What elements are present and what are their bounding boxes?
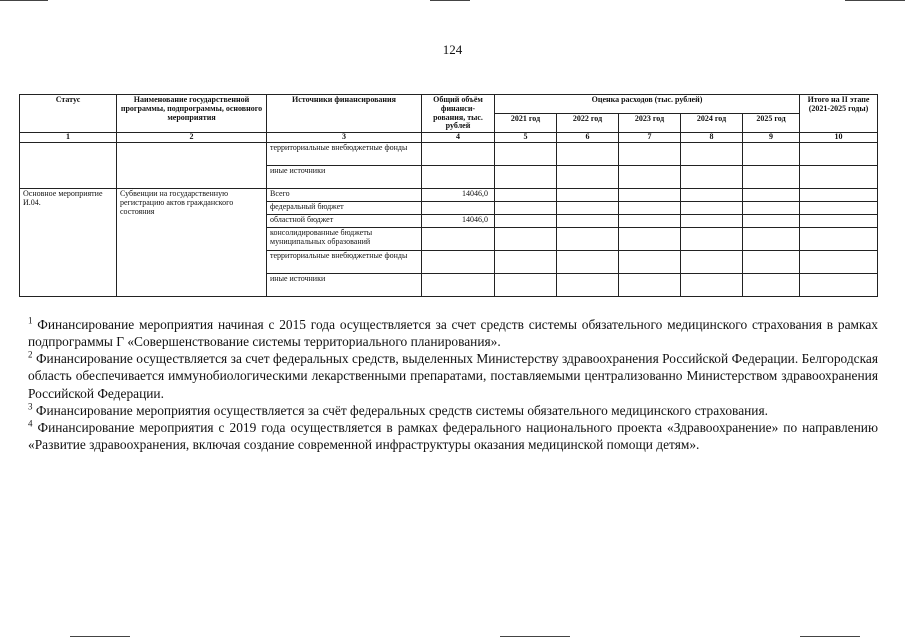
total-cell [422, 142, 495, 165]
source-cell: Всего [267, 188, 422, 201]
header-row [20, 95, 878, 114]
total-cell [422, 227, 495, 250]
footnote-mark: 3 [28, 401, 33, 412]
column-number: 2 [117, 133, 267, 143]
footnote [28, 419, 878, 453]
column-number: 4 [422, 133, 495, 143]
footnote-text: Финансирование мероприятия начиная с 2015 года осуществляется за счет средств системы обязательного медицинского страхования в рамках подпрограммы Г «Совершенствование системы территориального планирования». [28, 317, 878, 350]
source-cell: иные источники [267, 165, 422, 188]
scan-edge-line [430, 0, 470, 1]
total-cell: 14046,0 [422, 188, 495, 201]
name-cell-empty [117, 142, 267, 188]
header-year: 2025 год [743, 114, 800, 133]
footnote-text: Финансирование мероприятия с 2019 года осуществляется в рамках федерального национального проекта «Здравоохранение» по направлению «Развитие здравоохранения, включая создание современной инфраструктуры оказания медицинской помощи детям». [28, 419, 878, 453]
page-number: 124 [442, 42, 463, 57]
footnote-mark: 4 [28, 418, 33, 429]
source-cell: консолидированные бюджеты муниципальных образований [267, 227, 422, 250]
total-cell [422, 273, 495, 296]
header-year: 2023 год [619, 114, 681, 133]
measure-name: Субвенции на государственную регистрацию актов гражданского состояния [117, 188, 267, 296]
total-cell [422, 201, 495, 214]
column-number: 5 [495, 133, 557, 143]
scan-edge-line [500, 636, 570, 637]
column-number: 8 [681, 133, 743, 143]
source-cell: федеральный бюджет [267, 201, 422, 214]
total-cell [422, 250, 495, 273]
table-row [20, 142, 878, 165]
scan-edge-line [70, 636, 130, 637]
footnote [28, 402, 878, 419]
source-cell: областной бюджет [267, 214, 422, 227]
footnote [28, 316, 878, 350]
header-name: Наименование государственной программы, подпрограммы, основного мероприятия [117, 95, 267, 133]
status-cell-empty [20, 142, 117, 188]
source-cell: иные источники [267, 273, 422, 296]
measure-status: Основное мероприятие И.04. [20, 188, 117, 296]
scan-edge-line [800, 636, 860, 637]
column-number: 3 [267, 133, 422, 143]
footnote-text: Финансирование осуществляется за счет федеральных средств, выделенных Министерству здравоохранения Российской Федерации. Белгородская область обеспечивается иммунобиологическими лекарственными препаратами, поставляемыми централизованно Министерством здравоохранения Российской Федерации. [28, 351, 878, 401]
table-row [20, 188, 878, 201]
scan-edge-line [0, 0, 48, 1]
footnote-mark: 1 [28, 315, 33, 326]
footnote [28, 350, 878, 401]
scan-edge-line [845, 0, 905, 1]
header-estimate-group: Оценка расходов (тыс. рублей) [495, 95, 800, 114]
column-number: 7 [619, 133, 681, 143]
header-year: 2021 год [495, 114, 557, 133]
header-status: Статус [20, 95, 117, 133]
column-number-row [20, 133, 878, 143]
header-stage-total: Итого на II этапе (2021-2025 годы) [800, 95, 878, 133]
header-total: Общий объём финанси-рования, тыс. рублей [422, 95, 495, 133]
footnote-mark: 2 [28, 349, 33, 360]
column-number: 9 [743, 133, 800, 143]
financing-table [19, 94, 878, 297]
header-sources: Источники финансирования [267, 95, 422, 133]
total-cell [422, 165, 495, 188]
source-cell: территориальные внебюджетные фонды [267, 250, 422, 273]
footnotes [28, 316, 878, 453]
column-number: 10 [800, 133, 878, 143]
column-number: 6 [557, 133, 619, 143]
footnote-text: Финансирование мероприятия осуществляется за счёт федеральных средств системы обязательного медицинского страхования. [35, 402, 768, 418]
header-year: 2022 год [557, 114, 619, 133]
total-cell: 14046,0 [422, 214, 495, 227]
column-number: 1 [20, 133, 117, 143]
source-cell: территориальные внебюджетные фонды [267, 142, 422, 165]
header-year: 2024 год [681, 114, 743, 133]
